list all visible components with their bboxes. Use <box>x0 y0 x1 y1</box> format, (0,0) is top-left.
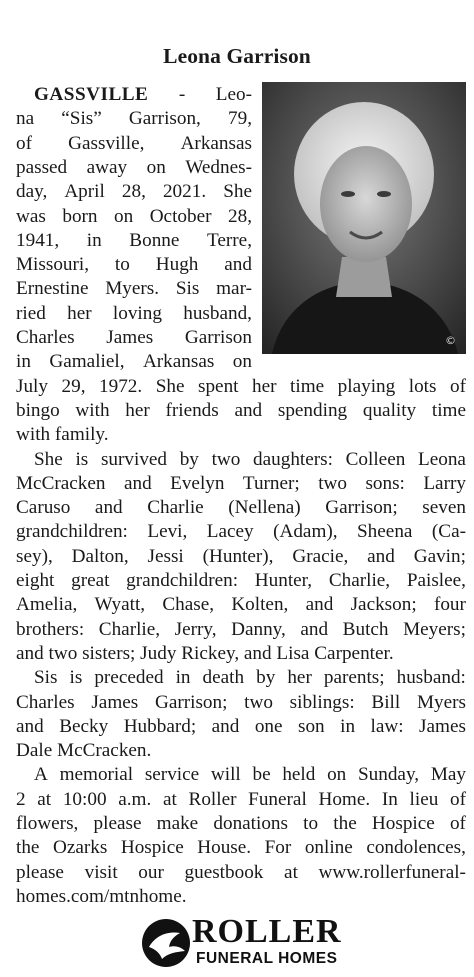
text-line: flowers, please make donations to the Hospice of <box>16 813 466 834</box>
text-line: was born on October 28, <box>16 205 252 227</box>
text-line: grandchildren: Levi, Lacey (Adam), Sheena (Ca- <box>16 521 466 543</box>
text-line: Charles James Garrison <box>16 327 252 348</box>
text-line: Amelia, Wyatt, Chase, Kolten, and Jackson; four <box>16 594 466 616</box>
logo-subtitle: FUNERAL HOMES <box>196 950 338 967</box>
text-line: and two sisters; Judy Rickey, and Lisa Carpenter. <box>16 642 394 664</box>
text-line: Charles James Garrison; two siblings: Bill Myers <box>16 691 466 713</box>
portrait-photo <box>262 82 466 354</box>
text-line: eight great grandchildren: Hunter, Charlie, Paislee, <box>16 570 466 591</box>
text-line: Caruso and Charlie (Nellena) Garrison; seven <box>16 497 466 519</box>
roller-funeral-homes-logo <box>140 913 350 969</box>
text-line: A memorial service will be held on Sunday, May <box>34 764 466 786</box>
text-line: in Gamaliel, Arkansas on <box>16 351 252 373</box>
text-line: and Becky Hubbard; and one son in law: James <box>16 715 466 737</box>
text-line: Missouri, to Hugh and <box>16 254 252 276</box>
text-line: na “Sis” Garrison, 79, <box>16 108 252 130</box>
obituary-title: Leona Garrison <box>163 44 311 68</box>
text-line: Dale McCracken. <box>16 740 152 762</box>
text-line: Ernestine Myers. Sis mar- <box>16 278 252 300</box>
text-line: July 29, 1972. She spent her time playing lots of <box>16 375 466 397</box>
text-line: of Gassville, Arkansas <box>16 132 252 154</box>
text-line: 1941, in Bonne Terre, <box>16 229 252 251</box>
text-line: bingo with her friends and spending quality time <box>16 399 466 421</box>
dove-icon <box>140 917 192 969</box>
text-line: GASSVILLE - Leo- <box>34 84 252 105</box>
text-line: sey), Dalton, Jessi (Hunter), Gracie, and Gavin; <box>16 545 466 567</box>
text-line: please visit our guestbook at www.rollerfuneral- <box>16 861 466 883</box>
text-line: Sis is preceded in death by her parents; husband: <box>34 667 466 689</box>
text-line: McCracken and Evelyn Turner; two sons: Larry <box>16 472 466 494</box>
text-line: She is survived by two daughters: Colleen Leona <box>34 448 466 470</box>
text-line: brothers: Charlie, Jerry, Danny, and Butch Meyers; <box>16 618 466 640</box>
text-line: the Ozarks Hospice House. For online condolences, <box>16 837 466 859</box>
text-line: with family. <box>16 424 109 446</box>
text-line: homes.com/mtnhome. <box>16 885 187 907</box>
text-line: ried her loving husband, <box>16 302 252 324</box>
text-line: passed away on Wednes- <box>16 156 252 178</box>
text-line: day, April 28, 2021. She <box>16 181 252 203</box>
logo-name: ROLLER <box>192 913 342 950</box>
text-line: 2 at 10:00 a.m. at Roller Funeral Home. In lieu of <box>16 788 466 810</box>
copyright-mark: © <box>445 334 456 347</box>
